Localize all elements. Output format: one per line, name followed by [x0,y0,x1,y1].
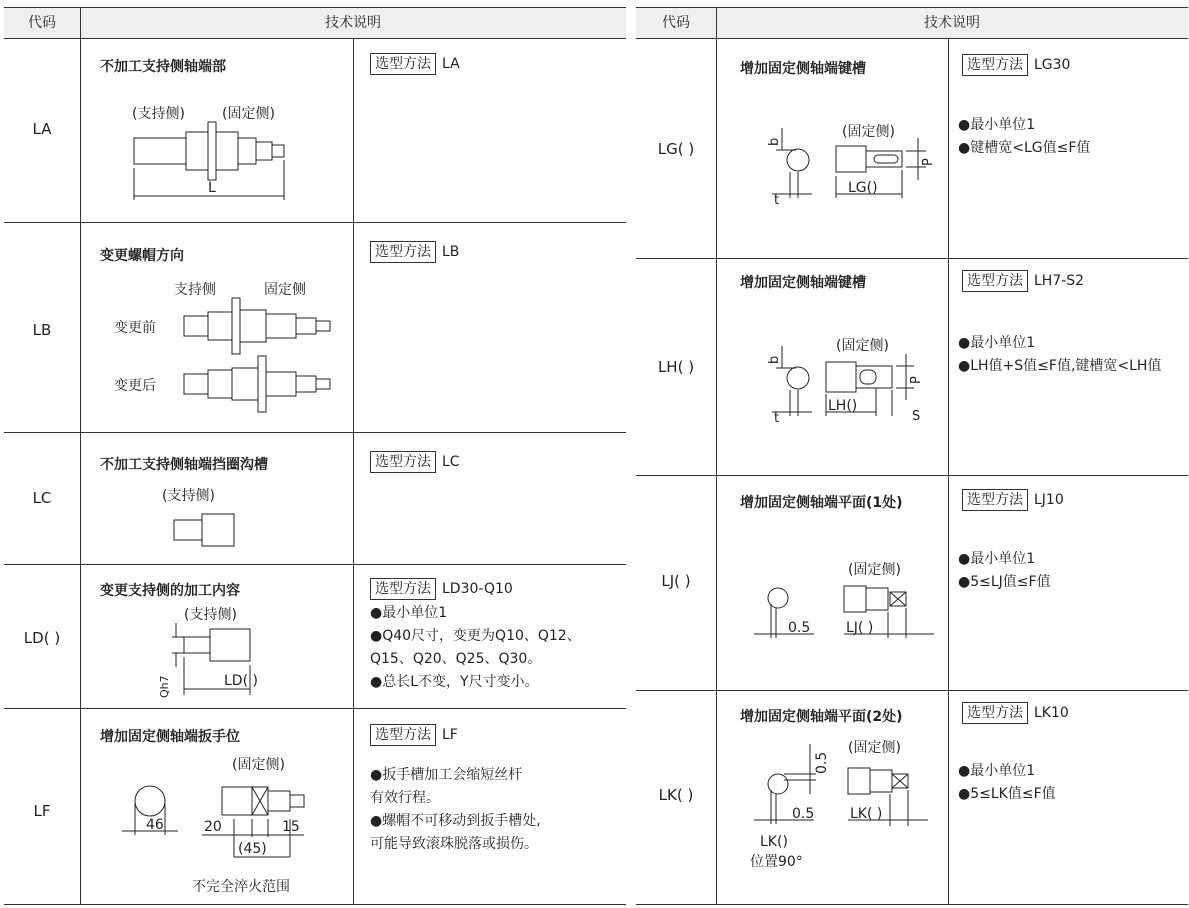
fixed-side-label: (固定侧) [836,338,889,354]
note-line: ●最小单位1 [370,605,448,621]
row-code: LH( ) [657,358,695,376]
row-divider [636,475,1188,476]
fixed-side-label: (固定侧) [848,562,901,578]
row-divider [636,258,1188,259]
lk-dim-label: LK( ) [850,806,883,822]
note-line: ●最小单位1 [958,551,1036,567]
selection-method [370,53,460,75]
selection-label: 选型方法 [370,53,436,75]
row-title: 增加固定侧轴端键槽 [740,275,866,291]
selection-value: LC [442,454,460,470]
dim-15: 15 [282,819,300,835]
shaft-end-diagram [154,484,274,554]
before-label: 变更前 [114,320,156,336]
selection-label: 选型方法 [962,702,1028,724]
hardening-range-label: 不完全淬火范围 [192,879,290,895]
dim-05-horizontal: 0.5 [792,806,815,822]
row-code: LB [32,321,52,339]
header-code: 代码 [28,15,56,31]
note-line: ●键槽宽<LG值≤F值 [958,140,1091,156]
row-divider [4,708,626,709]
selection-label: 选型方法 [370,724,436,746]
ld-dim-label: LD( ) [224,673,258,689]
length-dim-label: L [208,180,216,196]
keyway-diagram [756,118,936,208]
notes [958,114,1090,160]
column-divider [948,38,949,904]
row-title: 变更螺帽方向 [100,248,184,264]
row-divider [4,222,626,223]
dim-05-vertical: 0.5 [814,751,830,774]
position-label: LK() [760,834,788,850]
notes [958,332,1161,378]
fixed-side-label: (固定侧) [842,124,895,140]
selection-value: LJ10 [1034,492,1064,508]
row-title: 增加固定侧轴端扳手位 [100,729,240,745]
selection-value: LB [442,244,460,260]
t-label: t [774,193,780,208]
selection-value: LD30-Q10 [442,581,513,597]
lj-dim-label: LJ( ) [846,620,874,636]
note-line: ●扳手槽加工会缩短丝杆 [370,767,523,783]
keyway-diagram [756,332,946,426]
b-label: b [767,137,782,146]
selection-method [962,702,1069,724]
note-line: 可能导致滚珠脱落或损伤。 [370,836,538,852]
fixed-side-label: (固定侧) [222,106,275,122]
dim-46: 46 [146,817,164,833]
note-line: ●最小单位1 [958,763,1036,779]
dim-45: (45) [238,841,267,857]
row-divider [4,564,626,565]
b-label: b [767,355,782,364]
row-divider [636,690,1188,691]
dim-05: 0.5 [788,620,811,636]
lh-dim-label: LH() [828,398,858,414]
fixed-side-label: 固定侧 [264,282,306,298]
flat-diagram [754,556,940,646]
note-line: ●总长L不变，Y尺寸变小。 [370,674,539,690]
row-code: LA [32,120,52,138]
selection-label: 选型方法 [370,241,436,263]
header-code: 代码 [662,15,690,31]
selection-label: 选型方法 [962,54,1028,76]
right-spec-table [636,7,1188,905]
column-divider [80,8,81,904]
fixed-side-label: (固定侧) [848,740,901,756]
note-line: ●LH值+S值≤F值,键槽宽<LH值 [958,358,1162,374]
row-title: 不加工支持侧轴端部 [100,59,226,75]
support-side-label: 支持侧 [174,282,216,298]
selection-method [370,451,460,473]
row-title: 增加固定侧轴端平面(2处) [740,709,903,725]
right-table-header [636,8,1188,39]
row-title: 变更支持侧的加工内容 [100,583,240,599]
column-divider [716,8,717,904]
note-line: ●最小单位1 [958,117,1036,133]
selection-value: LA [442,56,460,72]
q-dim-label: Qh7 [158,675,171,698]
support-side-label: (支持侧) [162,488,215,504]
t-label: t [774,411,780,426]
selection-method [962,489,1064,511]
selection-label: 选型方法 [370,578,436,600]
selection-method [962,270,1084,292]
notes [370,764,541,856]
row-code: LG( ) [657,140,695,158]
after-label: 变更后 [114,378,156,394]
selection-method [370,724,458,746]
left-table-header [4,8,626,39]
header-description: 技术说明 [325,15,381,31]
notes [370,602,581,694]
column-divider [353,38,354,904]
header-description: 技术说明 [924,15,980,31]
note-line: ●5≤LJ值≤F值 [958,574,1051,590]
nut-direction-diagram [114,276,344,416]
row-code: LJ( ) [661,572,691,590]
selection-method [370,578,513,600]
note-line: ●最小单位1 [958,335,1036,351]
selection-value: LF [442,727,458,743]
selection-method [962,54,1070,76]
row-code: LD( ) [23,629,61,647]
selection-value: LK10 [1034,705,1069,721]
row-title: 增加固定侧轴端键槽 [740,61,866,77]
note-line: 有效行程。 [370,790,440,806]
row-code: LC [32,489,52,507]
selection-label: 选型方法 [962,489,1028,511]
notes [958,760,1056,806]
note-line: Q15、Q20、Q25、Q30。 [370,651,542,667]
p-label: P [921,158,936,166]
notes [958,548,1051,594]
row-code: LK( ) [658,786,694,804]
row-title: 增加固定侧轴端平面(1处) [740,495,903,511]
lg-dim-label: LG() [848,180,878,196]
support-side-label: (支持侧) [184,607,237,623]
support-side-label: (支持侧) [132,106,185,122]
wrench-flat-diagram [122,753,322,893]
selection-value: LG30 [1034,57,1071,73]
fixed-side-label: (固定侧) [232,757,285,773]
p-label: P [909,376,924,384]
left-spec-table [4,7,626,905]
double-flat-diagram [748,734,938,884]
s-label: S [912,409,921,424]
row-code: LF [33,802,51,820]
selection-method [370,241,459,263]
row-divider [4,432,626,433]
note-line: ●螺帽不可移动到扳手槽处, [370,813,541,829]
selection-value: LH7-S2 [1034,273,1085,289]
note-line: ●Q40尺寸，变更为Q10、Q12、 [370,628,581,644]
dim-20: 20 [204,819,222,835]
row-title: 不加工支持侧轴端挡圈沟槽 [100,457,268,473]
note-line: ●5≤LK值≤F值 [958,786,1056,802]
selection-label: 选型方法 [370,451,436,473]
shaft-diagram [124,96,304,206]
shaft-end-diagram [154,603,304,703]
position-angle-label: 位置90° [750,854,803,870]
selection-label: 选型方法 [962,270,1028,292]
